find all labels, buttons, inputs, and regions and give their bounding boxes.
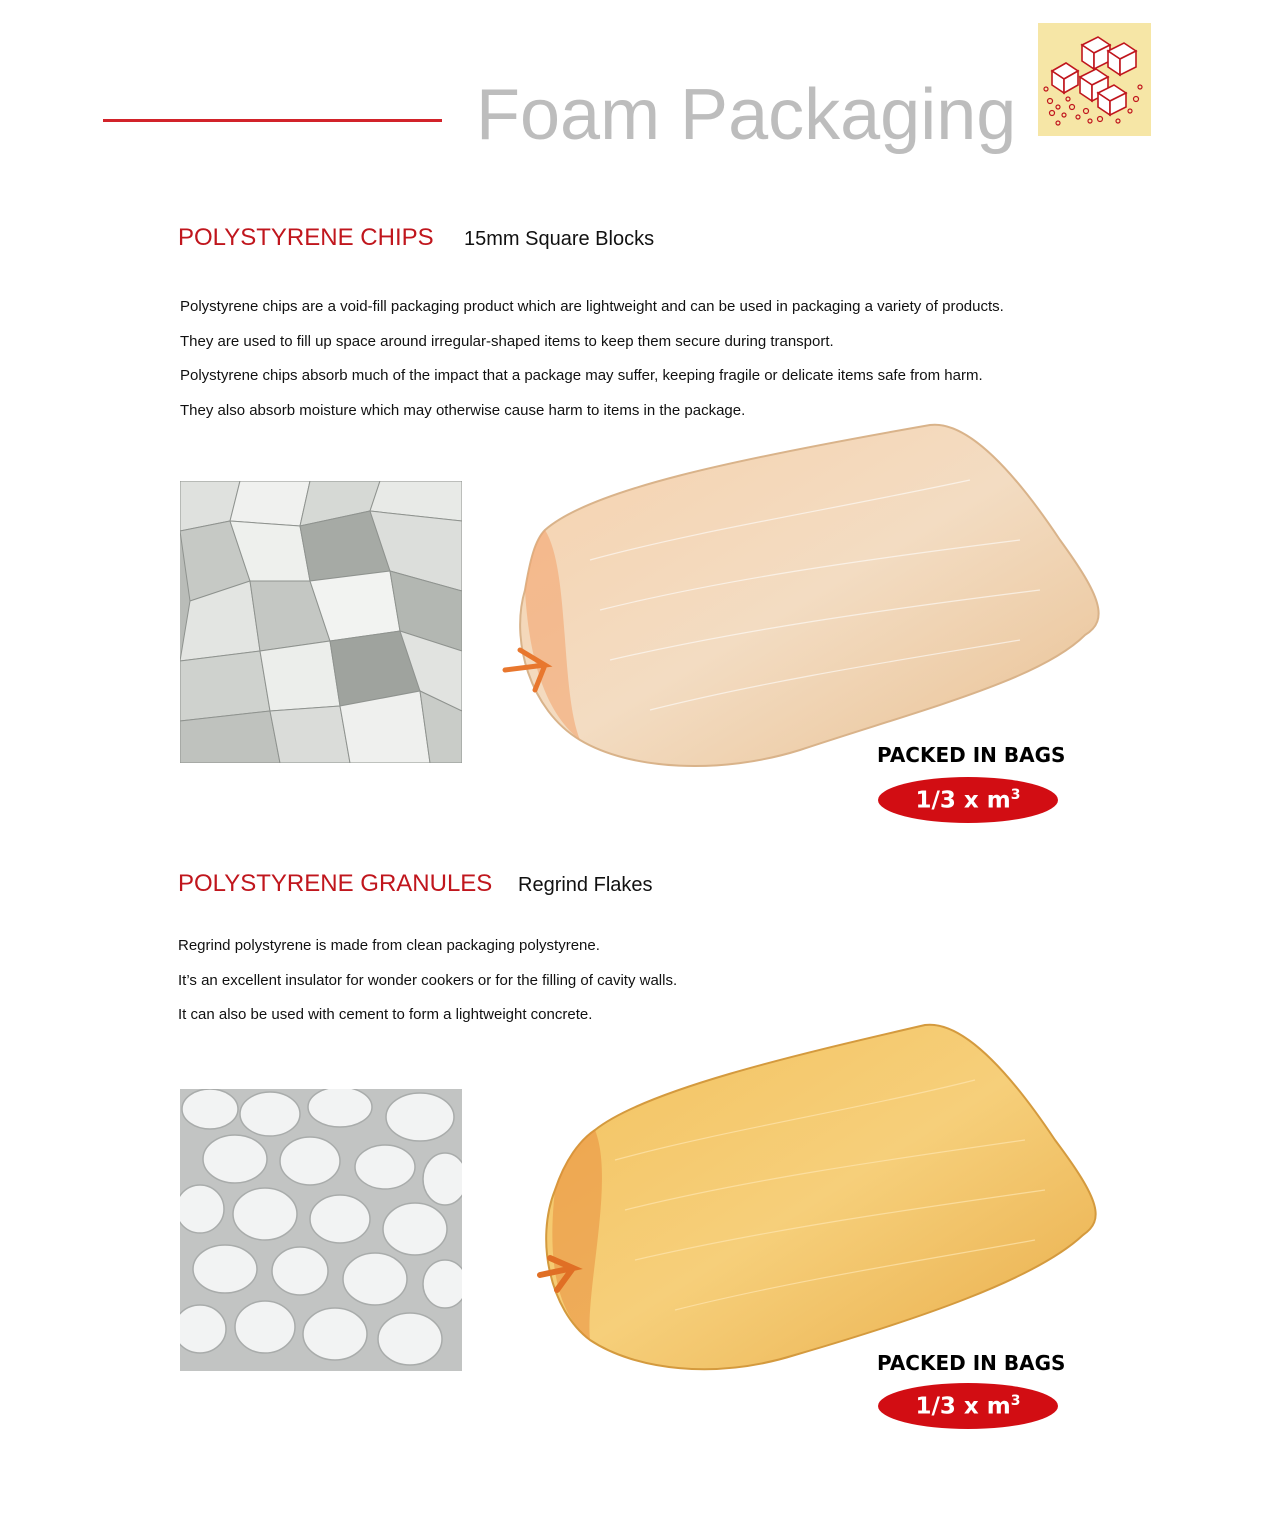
paragraph: It can also be used with cement to form a lightweight concrete. [178, 1006, 593, 1024]
paragraph: Polystyrene chips are a void-fill packaging product which are lightweight and can be used in packaging a variety of products. [180, 298, 1004, 315]
section-subtitle-granules: Regrind Flakes [518, 874, 653, 896]
header-rule [103, 119, 442, 122]
quantity-badge-chips [878, 777, 1058, 823]
paragraph: Polystyrene chips absorb much of the impact that a package may suffer, keeping fragile or delicate items safe from harm. [180, 367, 983, 385]
quantity-text: 1/3 x m [915, 787, 1011, 814]
polystyrene-chips-logo-icon [1038, 23, 1151, 136]
section-title-chips: POLYSTYRENE CHIPS [178, 224, 434, 251]
granules-closeup-image [180, 1089, 462, 1371]
section-title-granules: POLYSTYRENE GRANULES [178, 870, 493, 897]
packed-label-granules: PACKED IN BAGS [877, 1351, 1066, 1375]
page-title: Foam Packaging [476, 75, 1017, 155]
quantity-text: 1/3 x m [915, 1393, 1011, 1420]
quantity-badge-granules [878, 1383, 1058, 1429]
chips-bag-image [500, 420, 1110, 795]
packed-label-chips: PACKED IN BAGS [877, 743, 1066, 767]
chips-closeup-image [180, 481, 462, 763]
granules-bag-image [535, 1020, 1105, 1395]
description-chips [180, 290, 1004, 429]
paragraph: They also absorb moisture which may otherwise cause harm to items in the package. [180, 402, 746, 420]
quantity-exponent: 3 [1010, 786, 1021, 803]
section-subtitle-chips: 15mm Square Blocks [464, 228, 655, 250]
quantity-exponent: 3 [1010, 1392, 1021, 1409]
paragraph: Regrind polystyrene is made from clean packaging polystyrene. [178, 937, 600, 954]
paragraph: They are used to fill up space around irregular-shaped items to keep them secure during transport. [180, 332, 834, 350]
description-granules [178, 929, 677, 1033]
paragraph: It’s an excellent insulator for wonder cookers or for the filling of cavity walls. [178, 971, 678, 989]
